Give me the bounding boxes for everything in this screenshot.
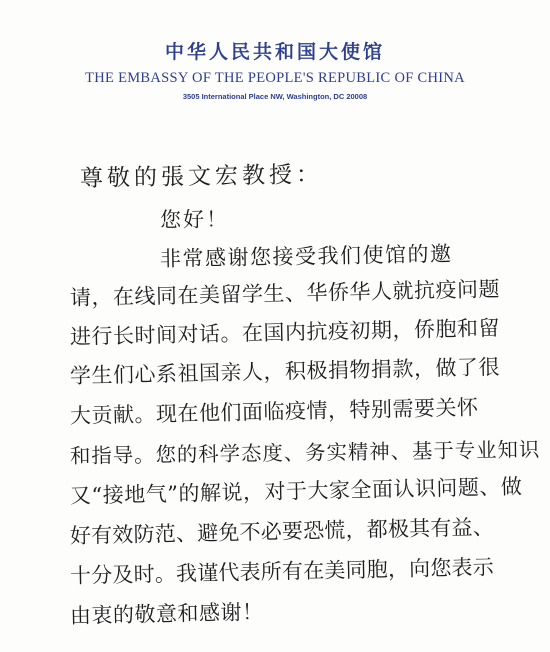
letter-line: 请，在线同在美留学生、华侨华人就抗疫问题: [69, 276, 501, 310]
letter-line: 学生们心系祖国亲人，积极捐物捐款，做了很: [69, 354, 501, 388]
letter-line: 由衷的敬意和感谢！: [69, 599, 264, 628]
letter-salutation: 尊敬的張文宏教授：: [79, 161, 324, 192]
letter-line: 大贡献。现在他们面临疫情，特别需要关怀: [69, 395, 479, 428]
letter-line: 非常感谢您接受我们使馆的邀: [159, 241, 453, 271]
embassy-name-chinese: 中华人民共和国大使馆: [164, 41, 385, 63]
embassy-address: 3505 International Place NW, Washington, DC 20008: [182, 92, 368, 101]
letter-greeting: 您好！: [159, 207, 230, 232]
letter-line: 好有效防范、避免不必要恐慌，都极其有益、: [69, 515, 495, 548]
letter-line: 进行长时间对话。在国内抗疫初期，侨胞和留: [69, 315, 501, 349]
letter-line: 十分及时。我谨代表所有在美同胞，向您表示: [69, 555, 495, 588]
letter-line: 和指导。您的科学态度、务实精神、基于专业知识: [69, 437, 541, 468]
letter-line: 又“接地气”的解说，对于大家全面认识问题、做: [69, 474, 523, 508]
embassy-name-english: THE EMBASSY OF THE PEOPLE'S REPUBLIC OF CHINA: [85, 70, 465, 86]
